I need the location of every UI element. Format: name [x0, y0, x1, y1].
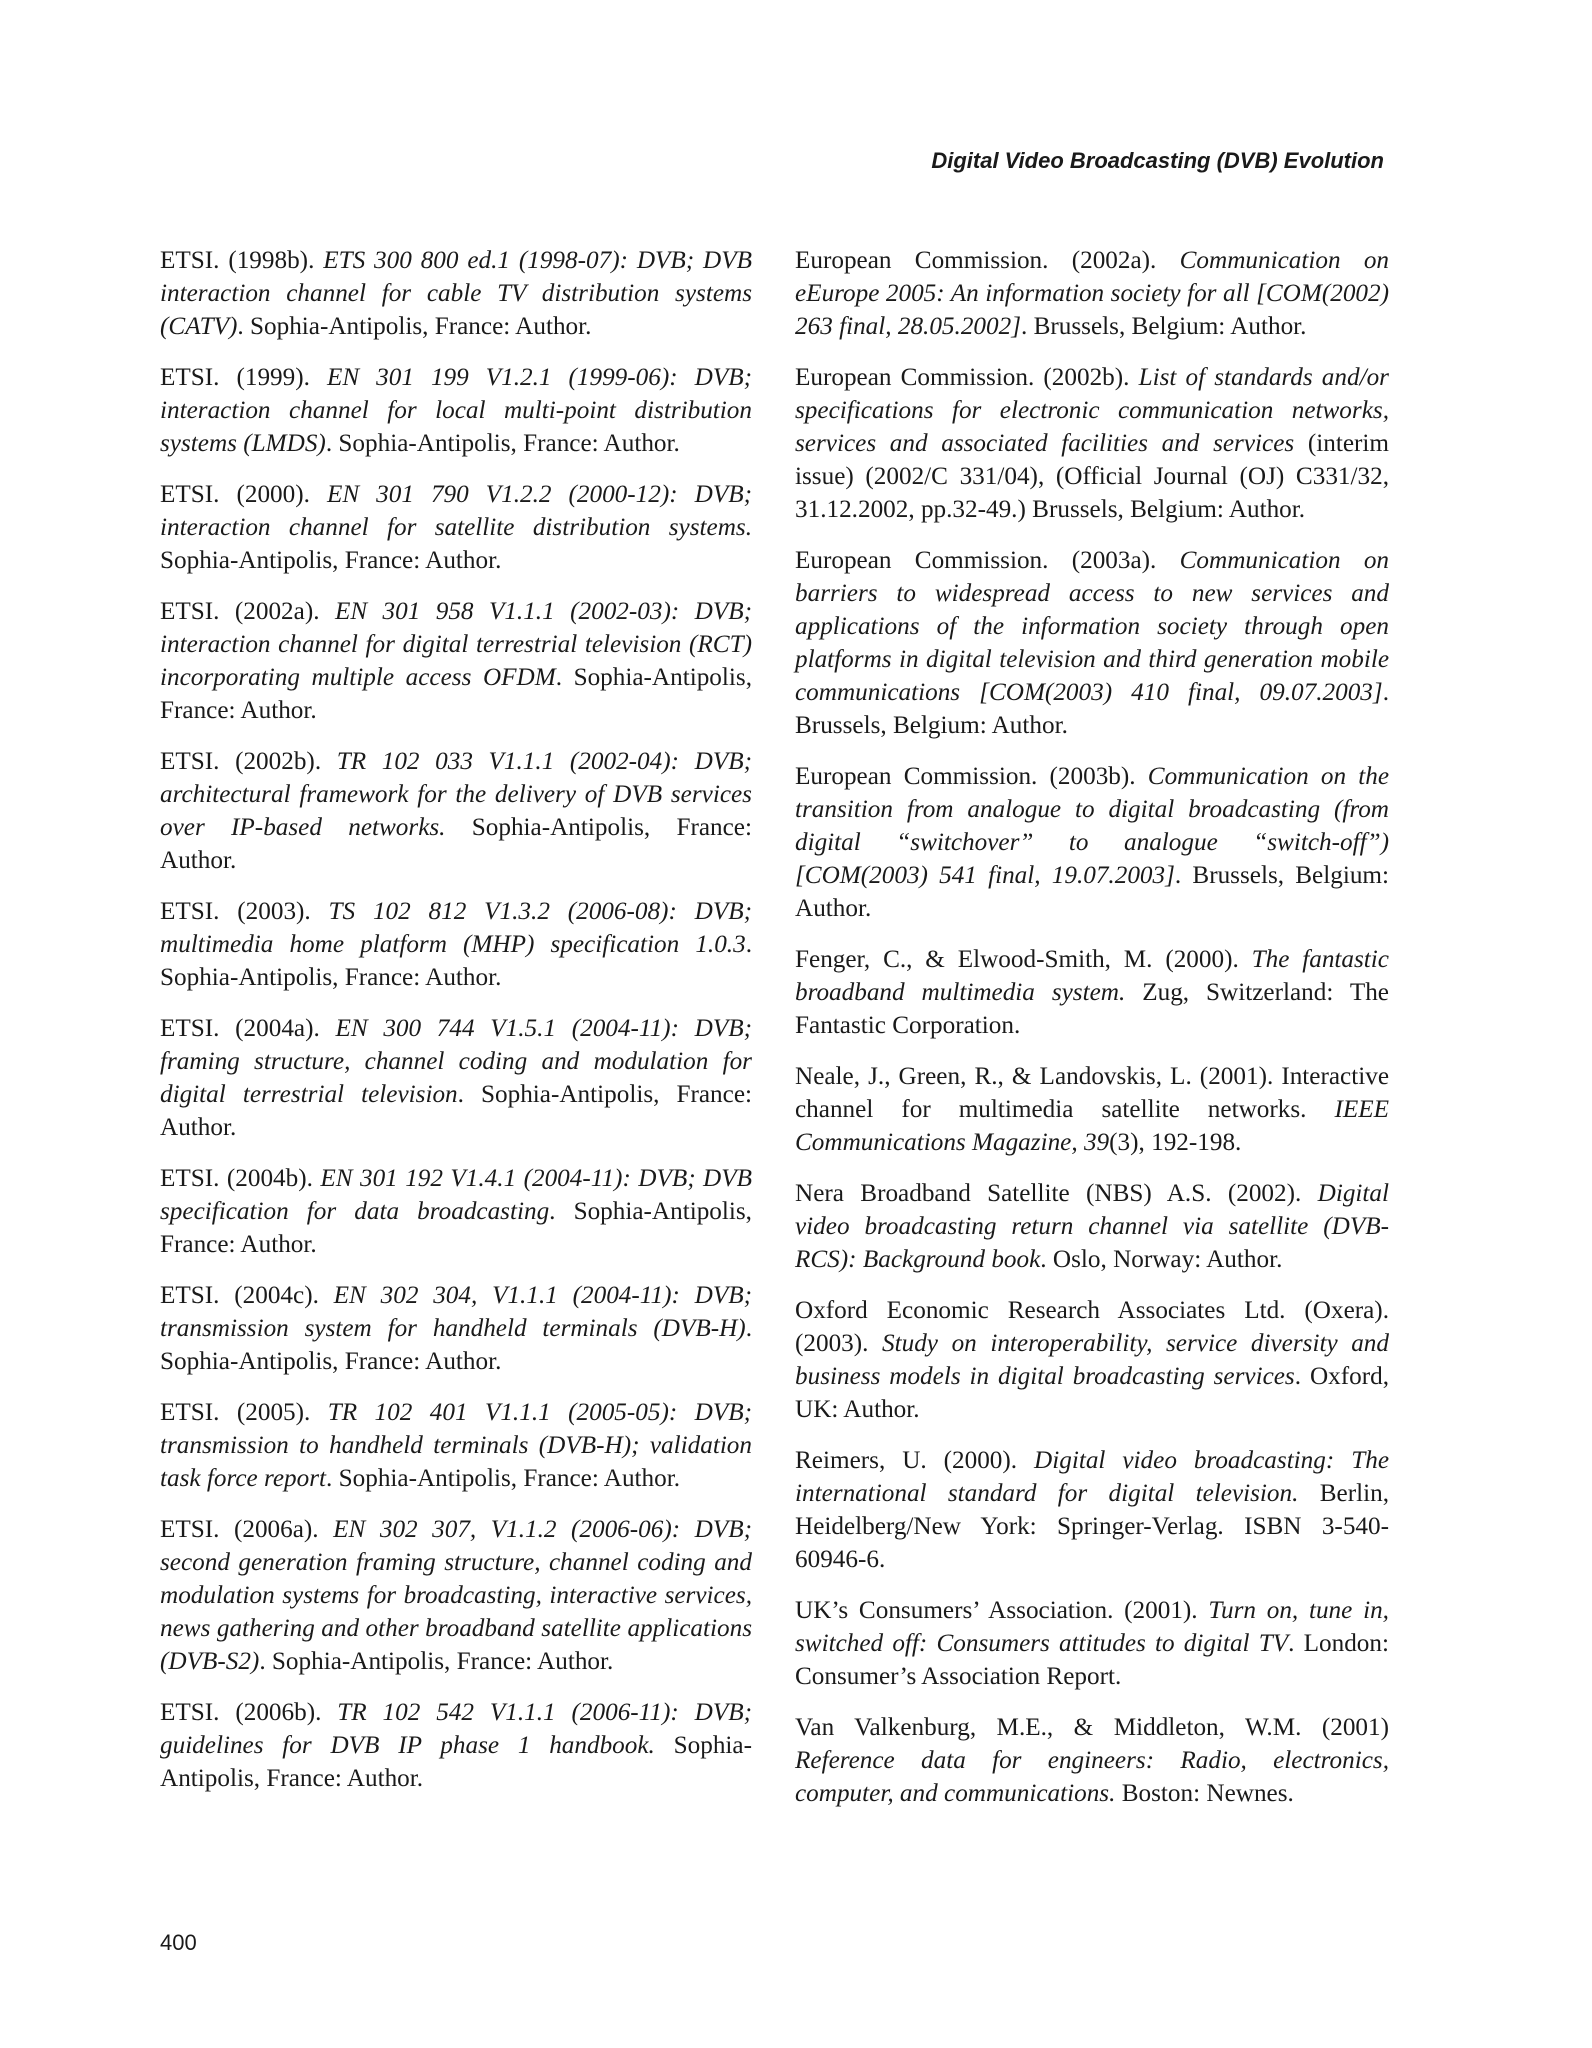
reference-entry: ETSI. (2004c). EN 302 304, V1.1.1 (2004-11): DVB; transmission system for handheld terminals (DVB-H). Sophia-Antipolis, France: Author. — [160, 1282, 752, 1375]
reference-entry: Reimers, U. (2000). Digital video broadcasting: The international standard for digital television. Berlin, Heidelberg/New York: Springer-Verlag. ISBN 3-540-60946-6. — [795, 1447, 1389, 1573]
reference-entry: UK’s Consumers’ Association. (2001). Turn on, tune in, switched off: Consumers attitudes to digital TV. London: Consumer’s Association Report. — [795, 1597, 1389, 1690]
reference-entry: Nera Broadband Satellite (NBS) A.S. (2002). Digital video broadcasting return channel via satellite (DVB-RCS): Background book. Oslo, Norway: Author. — [795, 1180, 1389, 1273]
reference-entry: ETSI. (2006a). EN 302 307, V1.1.2 (2006-06): DVB; second generation framing structure, channel coding and modulation systems for broadcasting, interactive services, news gathering and other broadband satellite applications (DVB-S2). Sophia-Antipolis, France: Author. — [160, 1516, 752, 1675]
reference-entry: European Commission. (2003b). Communication on the transition from analogue to digital broadcasting (from digital “switchover” to analogue “switch-off”) [COM(2003) 541 final, 19.07.2003]. Brussels, Belgium: Author. — [795, 763, 1390, 922]
reference-entry: ETSI. (2004b). EN 301 192 V1.4.1 (2004-11): DVB; DVB specification for data broadcasting. Sophia-Antipolis, France: Author. — [160, 1165, 753, 1258]
reference-entry: ETSI. (2002a). EN 301 958 V1.1.1 (2002-03): DVB; interaction channel for digital terrestrial television (RCT) incorporating multiple access OFDM. Sophia-Antipolis, France: Author. — [160, 598, 752, 724]
reference-entry: ETSI. (2006b). TR 102 542 V1.1.1 (2006-11): DVB; guidelines for DVB IP phase 1 handbook. Sophia-Antipolis, France: Author. — [160, 1699, 752, 1792]
reference-entry: European Commission. (2002b). List of standards and/or specifications for electronic communication networks, services and associated facilities and services (interim issue) (2002/C 331/04), (Official Journal (OJ) C331/32, 31.12.2002, pp.32-49.) Brussels, Belgium: Author. — [795, 364, 1389, 523]
reference-entry: ETSI. (1998b). ETS 300 800 ed.1 (1998-07): DVB; DVB interaction channel for cable TV distribution systems (CATV). Sophia-Antipolis, France: Author. — [160, 247, 752, 340]
page-number: 400 — [160, 1930, 197, 1955]
reference-entry: ETSI. (2002b). TR 102 033 V1.1.1 (2002-04): DVB; architectural framework for the delivery of DVB services over IP-based networks. Sophia-Antipolis, France: Author. — [160, 748, 752, 874]
reference-entry: Van Valkenburg, M.E., & Middleton, W.M. (2001) Reference data for engineers: Radio, electronics, computer, and communications. Boston: Newnes. — [795, 1714, 1389, 1807]
reference-entry: European Commission. (2003a). Communication on barriers to widespread access to new services and applications of the information society through open platforms in digital television and third generation mobile communications [COM(2003) 410 final, 09.07.2003]. Brussels, Belgium: Author. — [795, 547, 1390, 739]
running-head: Digital Video Broadcasting (DVB) Evolution — [931, 148, 1384, 173]
references-column-left — [160, 244, 752, 1813]
reference-entry: ETSI. (2003). TS 102 812 V1.3.2 (2006-08): DVB; multimedia home platform (MHP) specification 1.0.3. Sophia-Antipolis, France: Author. — [160, 898, 752, 991]
reference-entry: Neale, J., Green, R., & Landovskis, L. (2001). Interactive channel for multimedia satellite networks. IEEE Communications Magazine, 39(3), 192-198. — [795, 1063, 1389, 1156]
reference-entry: Oxford Economic Research Associates Ltd. (Oxera). (2003). Study on interoperability, service diversity and business models in digital broadcasting services. Oxford, UK: Author. — [795, 1297, 1389, 1423]
reference-entry: ETSI. (2005). TR 102 401 V1.1.1 (2005-05): DVB; transmission to handheld terminals (DVB-H); validation task force report. Sophia-Antipolis, France: Author. — [160, 1399, 752, 1492]
reference-entry: ETSI. (2004a). EN 300 744 V1.5.1 (2004-11): DVB; framing structure, channel coding and modulation for digital terrestrial television. Sophia-Antipolis, France: Author. — [160, 1015, 752, 1141]
reference-entry: Fenger, C., & Elwood-Smith, M. (2000). The fantastic broadband multimedia system. Zug, Switzerland: The Fantastic Corporation. — [795, 946, 1389, 1039]
references-column-right — [795, 244, 1389, 1828]
reference-entry: ETSI. (2000). EN 301 790 V1.2.2 (2000-12): DVB; interaction channel for satellite distribution systems. Sophia-Antipolis, France: Author. — [160, 481, 752, 574]
reference-entry: European Commission. (2002a). Communication on eEurope 2005: An information society for all [COM(2002) 263 final, 28.05.2002]. Brussels, Belgium: Author. — [795, 247, 1390, 340]
reference-entry: ETSI. (1999). EN 301 199 V1.2.1 (1999-06): DVB; interaction channel for local multi-point distribution systems (LMDS). Sophia-Antipolis, France: Author. — [160, 364, 752, 457]
